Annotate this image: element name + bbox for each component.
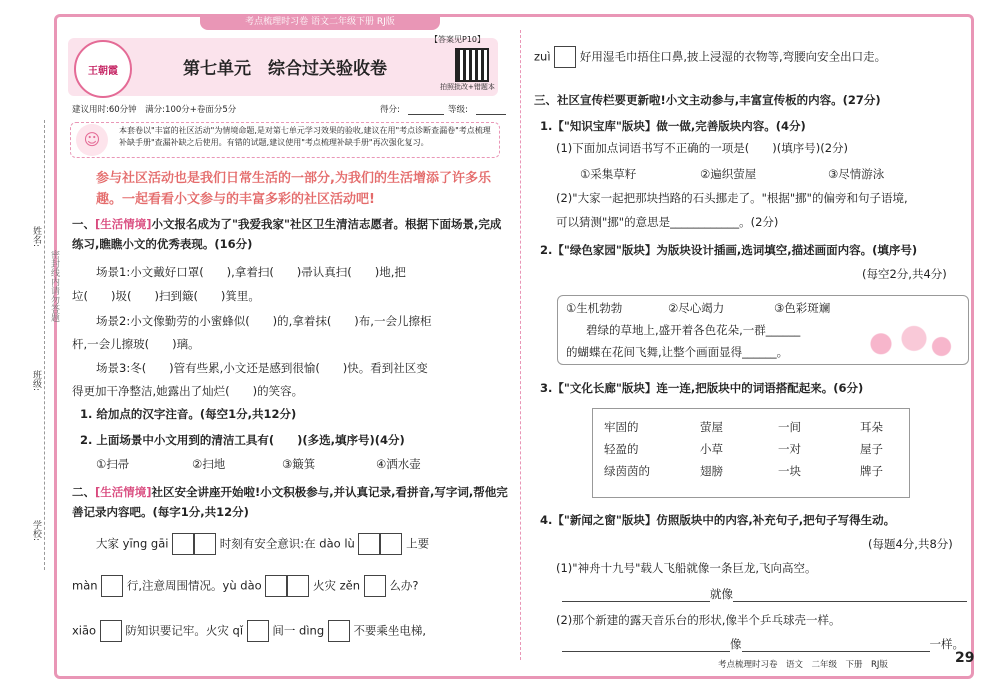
q3-sub1c: 可以猜测"挪"的意思是____________。(2分) (556, 215, 779, 229)
panel-sentence-2: 的蝴蝶在花间飞舞,让整个画面显得______。 (566, 345, 789, 359)
char-box-group[interactable] (100, 620, 122, 642)
char-box-group[interactable] (364, 575, 386, 597)
q1-heading: 一、[生活情境]小文报名成为了"我爱我家"社区卫生清洁志愿者。根据下面场景,完成练习,瞧瞧小文的优秀表现。(16分) (72, 217, 502, 251)
answer-ref: 【答案见P10】 (430, 35, 486, 44)
page-number: 29 (955, 650, 975, 666)
char-box-group[interactable] (554, 46, 576, 68)
scene1-line1: 场景1:小文戴好口罩( ),拿着扫( )帚认真扫( )地,把 (96, 265, 406, 279)
seal-line (44, 120, 45, 570)
char-box-group[interactable] (247, 620, 269, 642)
example-sentence-2: (2)那个新建的露天音乐台的形状,像半个乒乓球壳一样。 (556, 613, 841, 627)
panel-option-1: ①生机勃勃 (566, 301, 623, 315)
pinyin-row-3: xiāo 防知识要记牢。火灾 qǐ 间一 dìng 不要乘坐电梯, (72, 620, 426, 642)
panel-sentence-1: 碧绿的草地上,盛开着各色花朵,一群______ (586, 323, 801, 337)
q3-sub1b: (2)"大家一起把那块挡路的石头挪走了。"根据"挪"的偏旁和句子语境, (556, 191, 908, 205)
q3-sub1a: (1)下面加点词语书写不正确的一项是( )(填序号)(2分) (556, 141, 849, 155)
grade-label: 等级: (448, 105, 468, 115)
q1-sub2: 2. 上面场景中小文用到的清洁工具有( )(多选,填序号)(4分) (80, 433, 405, 447)
score-label: 得分: (380, 105, 400, 115)
notice-box: 本套卷以"丰富的社区活动"为情境命题,是对第七单元学习效果的验收,建议在用"考点诊断查漏卷"考点梳理补缺手册"查漏补缺之后使用。有错的试题,建议使用"考点梳理补缺手册"再次强化复习。 (70, 122, 500, 158)
brand-logo: 王朝霞 (74, 40, 132, 98)
school-label: 学校: (31, 520, 41, 542)
column-divider (520, 30, 521, 660)
q3-sub1: 1.【"知识宝库"版块】做一做,完善版块内容。(4分) (540, 119, 806, 133)
match-col-4: 耳朵 屋子 牌子 (860, 420, 883, 478)
scene2-line2: 杆,一会儿擦玻( )璃。 (72, 337, 200, 351)
scene3-line1: 场景3:冬( )管有些累,小文还是感到很愉( )快。看到社区变 (96, 361, 428, 375)
match-col-1: 牢固的 轻盈的 绿茵茵的 (604, 420, 650, 478)
q3-sub2: 2.【"绿色家园"版块】为版块设计插画,选词填空,描述画面内容。(填序号) (540, 243, 918, 257)
footer-text: 考点梳理时习卷 语文 二年级 下册 RJ版 (718, 660, 888, 670)
q3-heading: 三、社区宣传栏要更新啦!小文主动参与,丰富宣传板的内容。(27分) (534, 93, 881, 107)
word-option-2: ②遍织萤屋 (700, 167, 757, 181)
q2-heading: 二、[生活情境]社区安全讲座开始啦!小文积极参与,并认真记录,看拼音,写字词,帮他完善记录内容吧。(每字1分,共12分) (72, 485, 508, 519)
q3-sub2-score: (每空2分,共4分) (862, 267, 947, 281)
char-box-group[interactable] (358, 533, 402, 555)
answer-line-1[interactable]: 就像 (562, 586, 967, 602)
word-option-1: ①采集草籽 (580, 167, 637, 181)
match-col-2: 萤屋 小草 翅膀 (700, 420, 723, 478)
tool-option-4: ④洒水壶 (376, 457, 421, 471)
tool-option-3: ③簸箕 (282, 457, 316, 471)
word-option-3: ③尽情游泳 (828, 167, 885, 181)
grade-field[interactable] (476, 114, 506, 115)
tool-option-2: ②扫地 (192, 457, 226, 471)
q3-sub3: 3.【"文化长廊"版块】连一连,把版块中的词语搭配起来。(6分) (540, 381, 864, 395)
char-box-group[interactable] (265, 575, 309, 597)
pinyin-row-2: màn 行,注意周围情况。yù dào 火灾 zěn 么办? (72, 575, 418, 597)
match-col-3: 一间 一对 一块 (778, 420, 801, 478)
char-box-group[interactable] (328, 620, 350, 642)
panel-option-3: ③色彩斑斓 (774, 301, 831, 315)
pinyin-row-1: 大家 yīng gāi 时刻有安全意识:在 dào lù 上要 (96, 533, 429, 555)
example-sentence-1: (1)"神舟十九号"载人飞船就像一条巨龙,飞向高空。 (556, 561, 817, 575)
qr-code-icon[interactable] (455, 48, 489, 82)
page-title: 第七单元 综合过关验收卷 (183, 59, 387, 79)
name-label: 姓名: (31, 226, 41, 248)
score-field[interactable] (408, 114, 444, 115)
scene1-line2: 垃( )圾( )扫到簸( )箕里。 (72, 289, 260, 303)
char-box-group[interactable] (101, 575, 123, 597)
seal-line-text: 密封线内请勿答题 (49, 250, 59, 322)
char-box-group[interactable] (172, 533, 216, 555)
scene3-line2: 得更加干净整洁,她露出了灿烂( )的笑容。 (72, 384, 304, 398)
qr-caption: 拍照批改+错题本 (440, 83, 495, 91)
intro-text: 参与社区活动也是我们日常生活的一部分,为我们的生活增添了许多乐趣。一起看看小文参与的丰富多彩的社区活动吧! (96, 171, 491, 207)
q3-sub4: 4.【"新闻之窗"版块】仿照版块中的内容,补充句子,把句子写得生动。 (540, 513, 896, 527)
time-info: 建议用时:60分钟 满分:100分+卷面分5分 (72, 105, 237, 115)
pinyin-row-4: zuì 好用湿毛巾捂住口鼻,披上浸湿的衣物等,弯腰向安全出口走。 (534, 46, 886, 68)
answer-line-2[interactable]: 像 一样。 (562, 636, 964, 652)
q3-sub4-score: (每题4分,共8分) (868, 537, 953, 551)
q1-sub1: 1. 给加点的汉字注音。(每空1分,共12分) (80, 407, 297, 421)
teacher-avatar-icon: ☺ (76, 124, 108, 156)
flower-illustration (848, 306, 958, 360)
tool-option-1: ①扫帚 (96, 457, 130, 471)
scene2-line1: 场景2:小文像勤劳的小蜜蜂似( )的,拿着抹( )布,一会儿擦柜 (96, 314, 432, 328)
top-banner: 考点梳理时习卷 语文二年级下册 RJ版 (200, 14, 440, 30)
class-label: 班级: (31, 370, 41, 392)
panel-option-2: ②尽心竭力 (668, 301, 725, 315)
